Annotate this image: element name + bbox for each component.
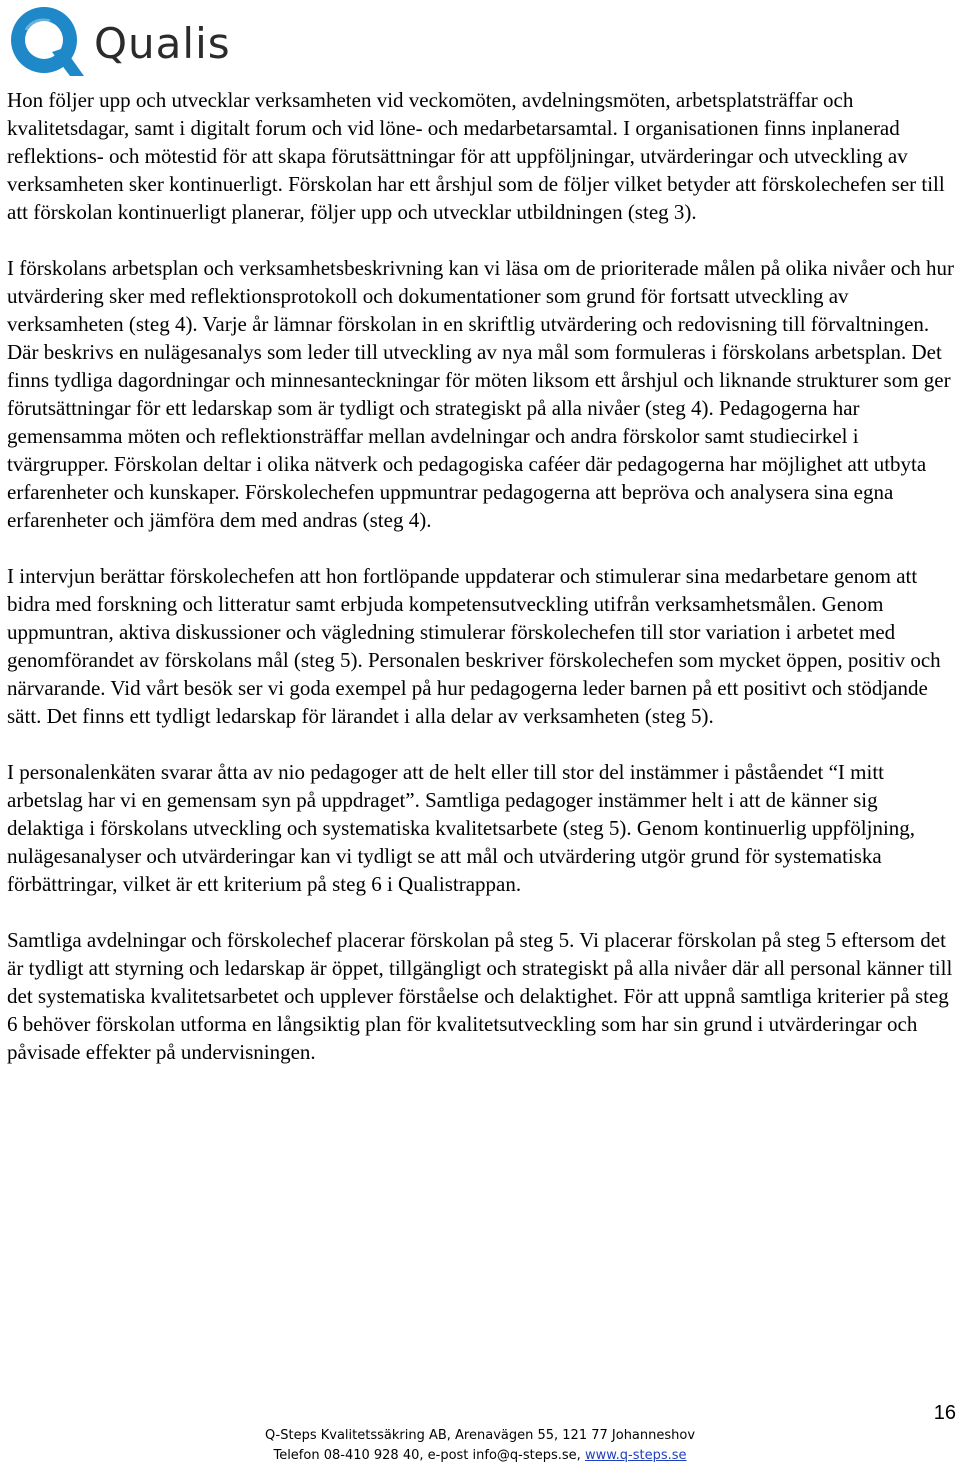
paragraph: Samtliga avdelningar och förskolechef placerar förskolan på steg 5. Vi placerar förskolan på steg 5 eftersom det är tydligt att styrning och ledarskap är öppet, tillgängligt och strategiskt på alla nivåer där all personal känner till det systematiska kvalitetsarbetet och upplever förståelse och delaktighet. För att uppnå samtliga kriterier på steg 6 behöver förskolan utforma en långsiktig plan för kvalitetsutveckling som har sin grund i utvärderingar och påvisade effekter på undervisningen. bbox=[7, 928, 953, 1064]
q-logo-icon bbox=[6, 4, 88, 80]
logo-wordmark: Qualis bbox=[94, 18, 231, 68]
footer-address: Q-Steps Kvalitetssäkring AB, Arenavägen 55, 121 77 Johanneshov bbox=[264, 1428, 696, 1443]
qualis-logo bbox=[6, 4, 231, 80]
paragraph: I förskolans arbetsplan och verksamhetsbeskrivning kan vi läsa om de prioriterade målen på olika nivåer och hur utvärdering sker med reflektionsprotokoll och dokumentationer som grund för fortsatt utveckling av verksamheten (steg 4). Varje år lämnar förskolan in en skriftlig utvärdering och redovisning till förvaltningen. Där beskrivs en nulägesanalys som leder till utveckling av nya mål som formuleras i förskolans arbetsplan. Det finns tydliga dagordningar och minnesanteckningar för möten liksom ett årshjul och liknande strukturer som ger förutsättningar för ett ledarskap som är tydligt och strategiskt på alla nivåer (steg 4). Pedagogerna har gemensamma möten och reflektionsträffar mellan avdelningar och andra förskolor samt studiecirkel i tvärgrupper. Förskolan deltar i olika nätverk och pedagogiska caféer där pedagogerna har möjlighet att utbyta erfarenheter och kunskaper. Förskolechefen uppmuntrar pedagogerna att bepröva och analysera sina egna erfarenheter och jämföra dem med andras (steg 4). bbox=[7, 256, 955, 532]
paragraph: Hon följer upp och utvecklar verksamheten vid veckomöten, avdelningsmöten, arbetsplatsträffar och kvalitetsdagar, samt i digitalt forum och vid löne- och medarbetarsamtal. I organisationen finns inplanerad reflektions- och mötestid för att skapa förutsättningar för att uppföljningar, utvärderingar och utveckling av verksamheten sker kontinuerligt. Förskolan har ett årshjul som de följer vilket betyder att förskolechefen ser till att förskolan kontinuerligt planerar, följer upp och utvecklar utbildningen (steg 3). bbox=[7, 88, 945, 224]
document-body bbox=[7, 86, 957, 1094]
footer-contact-text: Telefon 08-410 928 40, e-post info@q-steps.se, bbox=[273, 1448, 585, 1463]
paragraph: I personalenkäten svarar åtta av nio pedagoger att de helt eller till stor del instämmer i påståendet “I mitt arbetslag har vi en gemensam syn på uppdraget”. Samtliga pedagoger instämmer helt i att de känner sig delaktiga i förskolans utveckling och systematiska kvalitetsarbete (steg 5). Genom kontinuerlig uppföljning, nulägesanalyser och utvärderingar kan vi tydligt se att mål och utvärdering utgör grund för systematiska förbättringar, vilket är ett kriterium på steg 6 i Qualistrappan. bbox=[7, 760, 916, 896]
page-number: 16 bbox=[933, 1402, 956, 1424]
paragraph: I intervjun berättar förskolechefen att hon fortlöpande uppdaterar och stimulerar sina medarbetare genom att bidra med forskning och litteratur samt erbjuda kompetensutveckling utifrån verksamhetsmålen. Genom uppmuntran, aktiva diskussioner och vägledning stimulerar förskolechefen till stor variation i arbetet med genomförandet av förskolans mål (steg 5). Personalen beskriver förskolechefen som mycket öppen, positiv och närvarande. Vid vårt besök ser vi goda exempel på hur pedagogerna leder barnen på ett positivt och stödjande sätt. Det finns ett tydligt ledarskap för lärandet i alla delar av verksamheten (steg 5). bbox=[7, 564, 941, 728]
footer-contact bbox=[0, 1446, 960, 1466]
page-footer bbox=[0, 1426, 960, 1466]
footer-website-link[interactable]: www.q-steps.se bbox=[584, 1448, 687, 1463]
